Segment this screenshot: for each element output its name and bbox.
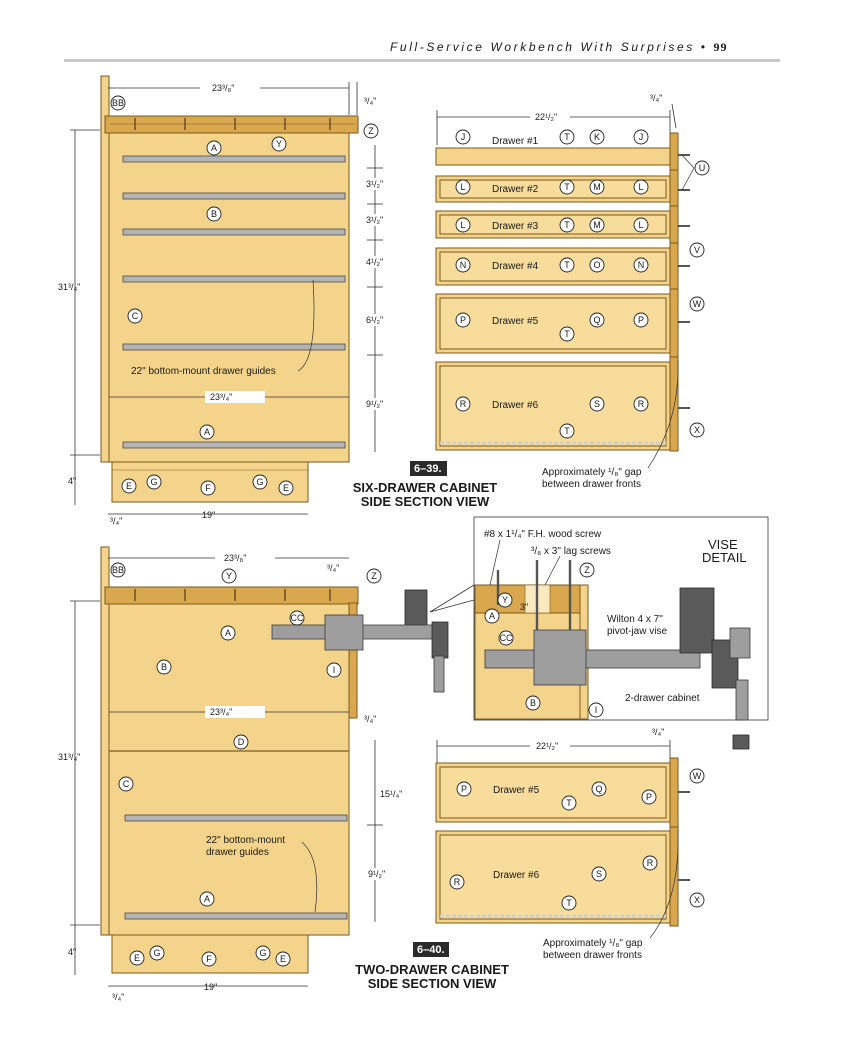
svg-text:G: G xyxy=(153,948,161,958)
svg-text:R: R xyxy=(637,399,645,409)
guide-label: 22" bottom-mount drawer guides xyxy=(131,366,276,377)
svg-text:CC: CC xyxy=(499,633,513,643)
svg-text:E: E xyxy=(279,954,287,964)
drawer-label-1: Drawer #1 xyxy=(492,136,539,147)
svg-text:S: S xyxy=(595,869,603,879)
dim-space-1-2: 15¹/₄" xyxy=(380,789,403,799)
cabinet-top-2 xyxy=(105,587,358,604)
svg-text:BB: BB xyxy=(111,98,125,108)
svg-text:X: X xyxy=(693,425,701,435)
vise-model-line2: pivot-jaw vise xyxy=(607,626,668,637)
svg-text:A: A xyxy=(210,143,218,153)
svg-text:Y: Y xyxy=(501,595,509,605)
dim-base-height-2: 4" xyxy=(68,947,77,957)
drawer-label-5: Drawer #5 xyxy=(492,316,539,327)
svg-text:D: D xyxy=(237,737,245,747)
dim-top-width: 23³/₈" xyxy=(212,83,235,93)
page-number: 99 xyxy=(713,40,728,54)
dim-drawer-front-2: ³/₄" xyxy=(652,727,665,737)
back-panel xyxy=(101,76,109,462)
svg-text:V: V xyxy=(693,245,701,255)
svg-text:G: G xyxy=(150,477,158,487)
drawer-label-2: Drawer #2 xyxy=(492,184,539,195)
caption-6-40-line2: SIDE SECTION VIEW xyxy=(367,976,497,991)
vise-jaw xyxy=(405,590,427,630)
svg-text:T: T xyxy=(564,182,570,192)
svg-text:T: T xyxy=(564,426,570,436)
drawer-label-6: Drawer #6 xyxy=(492,400,539,411)
svg-text:C: C xyxy=(131,311,139,321)
svg-text:B: B xyxy=(210,209,218,219)
dim-height-total: 31³/₄" xyxy=(58,282,81,292)
svg-text:CC: CC xyxy=(290,613,304,623)
dim-3: 3" xyxy=(520,602,529,612)
svg-text:I: I xyxy=(332,665,336,675)
dim-base-depth-2: 19" xyxy=(204,982,218,992)
svg-text:P: P xyxy=(637,315,645,325)
svg-text:T: T xyxy=(564,260,570,270)
svg-text:R: R xyxy=(459,399,467,409)
svg-text:T: T xyxy=(564,132,570,142)
vise-detail xyxy=(430,517,768,749)
svg-text:J: J xyxy=(638,132,644,142)
caption-6-39-line1: SIX-DRAWER CABINET xyxy=(352,480,498,495)
drawer-label-3: Drawer #3 xyxy=(492,221,539,232)
dim-space-4: 6¹/₂" xyxy=(366,315,384,325)
running-title: Full-Service Workbench With Surprises xyxy=(390,40,695,54)
svg-text:X: X xyxy=(693,895,701,905)
svg-text:T: T xyxy=(564,329,570,339)
gap-note-6-40-line1: Approximately ¹/₈" gap xyxy=(543,938,643,949)
gap-note-6-39-line2: between drawer fronts xyxy=(542,479,641,490)
dim-top-overhang-2: ³/₄" xyxy=(327,563,340,573)
cabinet-side xyxy=(109,132,349,462)
svg-text:Y: Y xyxy=(275,139,283,149)
svg-text:E: E xyxy=(282,483,290,493)
svg-text:L: L xyxy=(460,220,466,230)
svg-text:Z: Z xyxy=(371,571,377,581)
drawer-label-4: Drawer #4 xyxy=(492,261,539,272)
svg-text:M: M xyxy=(593,182,601,192)
dim-base-height: 4" xyxy=(68,476,77,486)
drawer-stack-6-39 xyxy=(436,133,690,451)
svg-text:A: A xyxy=(488,611,496,621)
header-bullet: • xyxy=(700,40,708,54)
svg-text:Z: Z xyxy=(368,126,374,136)
cabinet-label: 2-drawer cabinet xyxy=(625,693,700,704)
svg-text:A: A xyxy=(224,628,232,638)
dim-space-2-2: 9¹/₂" xyxy=(368,869,386,879)
svg-text:F: F xyxy=(206,954,212,964)
dim-drawer-width-2: 22¹/₂" xyxy=(536,741,559,751)
vise-model-line1: Wilton 4 x 7" xyxy=(607,614,663,625)
back-panel-2 xyxy=(101,547,109,935)
svg-text:T: T xyxy=(564,220,570,230)
vise-detail-title-line1: VISE xyxy=(708,537,738,552)
dim-top-width-2: 23³/₈" xyxy=(224,553,247,563)
dim-drawer-width: 22¹/₂" xyxy=(535,112,558,122)
svg-text:E: E xyxy=(125,481,133,491)
guide-label-2-line2: drawer guides xyxy=(206,847,269,858)
dim-space-3: 4¹/₂" xyxy=(366,257,384,267)
svg-text:J: J xyxy=(460,132,466,142)
svg-text:Y: Y xyxy=(225,571,233,581)
cabinet-top xyxy=(105,116,358,133)
dim-overhang-mid: ³/₄" xyxy=(364,714,377,724)
drawer-label-2-6: Drawer #6 xyxy=(493,870,540,881)
svg-text:N: N xyxy=(637,260,645,270)
figure-number-6-40: 6–40. xyxy=(417,944,445,956)
svg-text:W: W xyxy=(692,299,702,309)
svg-text:O: O xyxy=(593,260,601,270)
svg-text:P: P xyxy=(460,784,468,794)
svg-text:Z: Z xyxy=(584,565,590,575)
svg-text:R: R xyxy=(646,858,654,868)
vise-detail-title-line2: DETAIL xyxy=(702,550,747,565)
drawer-label-2-5: Drawer #5 xyxy=(493,785,540,796)
dim-space-1: 3¹/₂" xyxy=(366,179,384,189)
svg-text:G: G xyxy=(256,477,264,487)
svg-text:T: T xyxy=(566,798,572,808)
svg-text:T: T xyxy=(566,898,572,908)
svg-text:I: I xyxy=(594,705,598,715)
svg-text:L: L xyxy=(638,220,644,230)
svg-text:R: R xyxy=(453,877,461,887)
svg-text:Q: Q xyxy=(595,784,603,794)
svg-text:L: L xyxy=(638,182,644,192)
svg-text:S: S xyxy=(593,399,601,409)
svg-text:B: B xyxy=(529,698,537,708)
svg-text:F: F xyxy=(205,483,211,493)
svg-text:K: K xyxy=(593,132,601,142)
dim-base-offset: ³/₄" xyxy=(110,516,123,526)
svg-text:Q: Q xyxy=(593,315,601,325)
svg-text:A: A xyxy=(203,427,211,437)
figure-6-39 xyxy=(58,76,709,526)
svg-text:E: E xyxy=(133,953,141,963)
guide-label-2-line1: 22" bottom-mount xyxy=(206,835,286,846)
svg-text:L: L xyxy=(460,182,466,192)
gap-note-6-39-line1: Approximately ¹/₈" gap xyxy=(542,467,642,478)
svg-text:N: N xyxy=(459,260,467,270)
svg-text:P: P xyxy=(645,792,653,802)
svg-text:C: C xyxy=(122,779,130,789)
lag-screw-label: ³/₈ x 3" lag screws xyxy=(531,546,611,557)
svg-text:U: U xyxy=(698,163,706,173)
svg-text:G: G xyxy=(259,948,267,958)
svg-text:B: B xyxy=(160,662,168,672)
dim-space-5: 9¹/₂" xyxy=(366,399,384,409)
dim-inner-width: 23³/₄" xyxy=(210,392,233,402)
caption-6-39-line2: SIDE SECTION VIEW xyxy=(360,494,490,509)
dim-base-offset-2: ³/₄" xyxy=(112,992,125,1002)
svg-text:W: W xyxy=(692,771,702,781)
dim-space-2: 3¹/₂" xyxy=(366,215,384,225)
dim-inner-width-2: 23³/₄" xyxy=(210,707,233,717)
gap-note-6-40-line2: between drawer fronts xyxy=(543,950,642,961)
dim-height-total-2: 31³/₄" xyxy=(58,752,81,762)
screw-label: #8 x 1¹/₄" F.H. wood screw xyxy=(484,529,602,540)
caption-6-40-line1: TWO-DRAWER CABINET xyxy=(355,962,509,977)
dim-top-overhang: ³/₄" xyxy=(364,96,377,106)
svg-text:A: A xyxy=(203,894,211,904)
dim-drawer-front: ³/₄" xyxy=(650,93,663,103)
svg-text:P: P xyxy=(459,315,467,325)
svg-text:M: M xyxy=(593,220,601,230)
svg-text:BB: BB xyxy=(111,565,125,575)
dim-base-depth: 19" xyxy=(202,510,216,520)
figure-number-6-39: 6–39. xyxy=(414,463,442,475)
